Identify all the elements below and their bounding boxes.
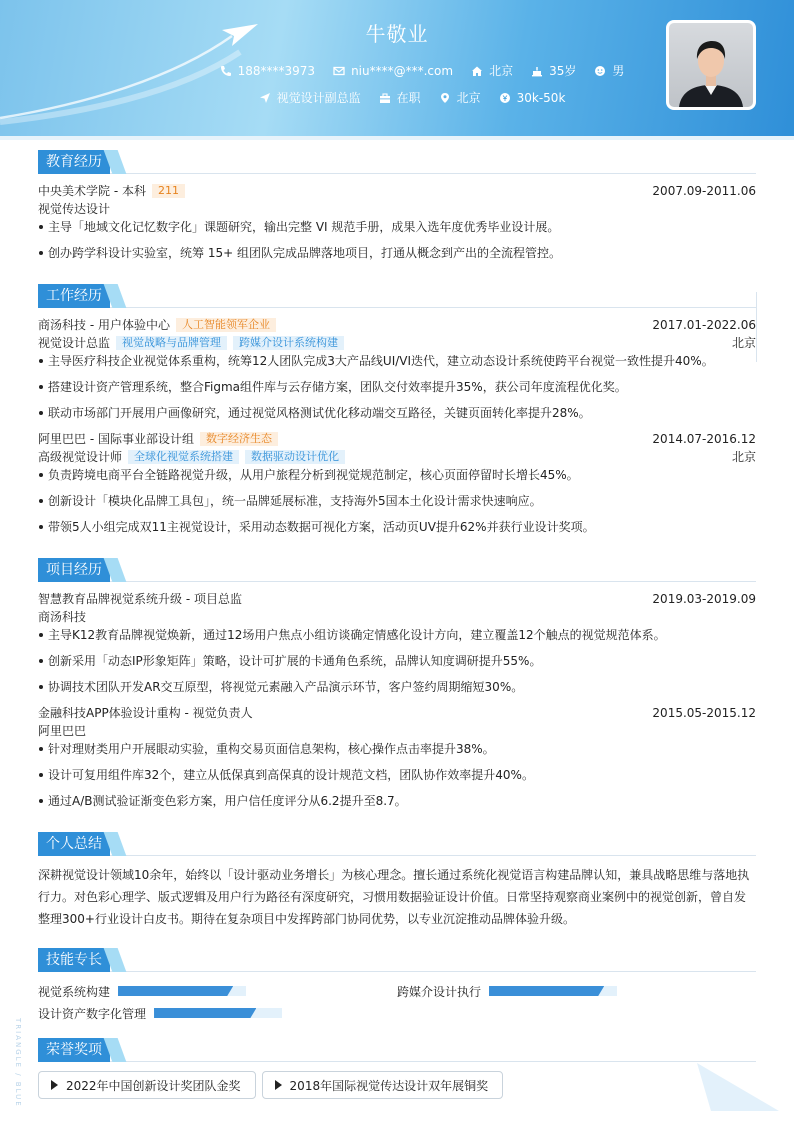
work-entry-header [38,316,756,334]
school-name: 中央美术学院 - 本科 [38,184,146,198]
section-title-skills: 技能专长 [38,948,110,972]
phone-icon [220,65,232,77]
section-title-awards: 荣誉奖项 [38,1038,110,1062]
gender-item [594,62,624,79]
email-text: niu****@***.com [351,63,454,78]
section-title-education: 教育经历 [38,150,110,174]
location-pin-icon [439,92,451,104]
play-triangle-icon [275,1080,282,1090]
briefcase-icon [379,92,391,104]
work-date: 2017.01-2022.06 [652,318,756,332]
list-item: 主导K12教育品牌视觉焕新，通过12场用户焦点小组访谈确定情感化设计方向，建立覆盖12个触点的视觉规范体系。 [38,626,756,652]
target-city-item [439,89,481,106]
skill-name: 视觉系统构建 [38,984,111,999]
position-item [259,89,361,106]
work-date: 2014.07-2016.12 [652,432,756,446]
status-text: 在职 [396,91,421,105]
list-item: 创新采用「动态IP形象矩阵」策略，设计可扩展的卡通角色系统，品牌认知度调研提升55%。 [38,652,756,678]
skill-bar [489,986,617,996]
home-icon [471,65,483,77]
summary-text: 深耕视觉设计领域10余年，始终以「设计驱动业务增长」为核心理念。擅长通过系统化视觉语言构建品牌认知，兼具战略思维与落地执行力。对色彩心理学、版式逻辑及用户行为路径有深度研究，习惯用数据验证设计价值。日常坚持观察商业案例中的视觉创新，曾自发整理300+行业设计白皮书。期待在复杂项目中发挥跨部门协同优势，以专业沉淀推动品牌体验升级。 [38,868,750,926]
company-name: 商汤科技 - 用户体验中心 [38,318,170,332]
skill-bar-fill [118,986,233,996]
projects-section [38,558,756,818]
position-text: 视觉设计副总监 [276,91,361,105]
education-entry-header [38,182,756,200]
company-name: 阿里巴巴 - 国际事业部设计组 [38,432,194,446]
send-icon [259,92,271,104]
person-photo-icon [669,23,753,107]
list-item: 协调技术团队开发AR交互原型，将视觉元素融入产品演示环节，客户签约周期缩短30%。 [38,678,756,704]
city-text: 北京 [489,64,514,78]
gender-text: 男 [612,64,625,78]
major: 视觉传达设计 [38,202,111,216]
work-entry-header [38,430,756,448]
project-date: 2019.03-2019.09 [652,592,756,606]
award-text: 2018年国际视觉传达设计双年展铜奖 [289,1078,489,1093]
list-item: 针对理财类用户开展眼动实验，重构交易页面信息架构，核心操作点击率提升38%。 [38,740,756,766]
mail-icon [333,65,345,77]
skill-tag: 跨媒介设计系统构建 [233,336,344,350]
list-item: 通过A/B测试验证渐变色彩方案，用户信任度评分从6.2提升至8.7。 [38,792,756,818]
work-entry-role [38,334,756,352]
watermark-text: TRIANGLE / BLUE [14,1018,22,1108]
projects-header [38,558,756,582]
smile-icon [594,65,606,77]
skills-header [38,948,756,972]
section-title-summary: 个人总结 [38,832,110,856]
resume-header [0,0,794,140]
project-date: 2015.05-2015.12 [652,706,756,720]
awards-header [38,1038,756,1062]
company-tag: 人工智能领军企业 [176,318,276,332]
skill-bar-fill [154,1008,256,1018]
award-list [38,1071,756,1099]
education-section [38,150,756,270]
money-icon [499,92,511,104]
list-item: 搭建设计资产管理系统，整合Figma组件库与云存储方案，团队交付效率提升35%，获公司年度流程优化奖。 [38,378,756,404]
school-tag: 211 [152,184,185,198]
phone-text: 188****3973 [237,63,316,78]
project-org: 商汤科技 [38,610,87,624]
work-city: 北京 [731,336,756,350]
summary-header [38,832,756,856]
avatar [666,20,756,110]
awards-section [38,1038,756,1099]
city-item [471,62,513,79]
company-tag: 数字经济生态 [200,432,278,446]
skill-name: 设计资产数字化管理 [38,1006,147,1021]
list-item: 带领5人小组完成双11主视觉设计，采用动态数据可视化方案，活动页UV提升62%并获行业设计奖项。 [38,518,756,544]
age-text: 35岁 [549,64,577,78]
education-date: 2007.09-2011.06 [652,184,756,198]
project-name: 金融科技APP体验设计重构 - 视觉负责人 [38,706,253,720]
project-name: 智慧教育品牌视觉系统升级 - 项目总监 [38,592,242,606]
list-item: 主导「地域文化记忆数字化」课题研究，输出完整 VI 规范手册，成果入选年度优秀毕业设计展。 [38,218,756,244]
summary-section [38,832,756,930]
salary-item [499,89,566,106]
section-title-work: 工作经历 [38,284,110,308]
project-org: 阿里巴巴 [38,724,87,738]
skill-bar [154,1008,282,1018]
skill-tag: 全球化视觉系统搭建 [128,450,239,464]
target-city-text: 北京 [456,91,481,105]
list-item: 创新设计「模块化品牌工具包」，统一品牌延展标准，支持海外5国本土化设计需求快速响应。 [38,492,756,518]
skills-section [38,948,756,1024]
candidate-name: 牛敬业 [365,22,429,46]
skill-tag: 视觉战略与品牌管理 [116,336,227,350]
skill-list [38,980,756,1024]
divider [756,292,757,362]
status-item [379,89,421,106]
job-title: 高级视觉设计师 [38,450,123,464]
award-text: 2022年中国创新设计奖团队金奖 [66,1078,241,1093]
skill-bar [118,986,246,996]
project-entry-header [38,704,756,722]
email-item [333,62,453,79]
job-title: 视觉设计总监 [38,336,111,350]
age-item [531,62,576,79]
award-item [262,1071,504,1099]
play-triangle-icon [51,1080,58,1090]
list-item: 负责跨境电商平台全链路视觉升级，从用户旅程分析到视觉规范制定，核心页面停留时长增长45%。 [38,466,756,492]
skill-item [38,1002,397,1024]
list-item: 设计可复用组件库32个，建立从低保真到高保真的设计规范文档，团队协作效率提升40%。 [38,766,756,792]
list-item: 创办跨学科设计实验室，统筹 15+ 组团队完成品牌落地项目，打通从概念到产出的全流程管控。 [38,244,756,270]
work-entry-role [38,448,756,466]
skill-bar-fill [489,986,604,996]
skill-item [397,980,756,1002]
work-section [38,284,756,544]
phone-item [220,62,315,79]
list-item: 联动市场部门开展用户画像研究，通过视觉风格测试优化移动端交互路径，关键页面转化率提升28%。 [38,404,756,430]
education-header [38,150,756,174]
salary-text: 30k-50k [516,90,566,105]
skill-item [38,980,397,1002]
work-header [38,284,756,308]
triangle-decoration [697,1063,779,1111]
section-title-projects: 项目经历 [38,558,110,582]
cake-icon [531,65,543,77]
list-item: 主导医疗科技企业视觉体系重构，统筹12人团队完成3大产品线UI/VI迭代，建立动态设计系统使跨平台视觉一致性提升40%。 [38,352,756,378]
project-entry-header [38,590,756,608]
skill-name: 跨媒介设计执行 [397,984,482,999]
skill-tag: 数据驱动设计优化 [245,450,345,464]
award-item [38,1071,256,1099]
work-city: 北京 [731,450,756,464]
